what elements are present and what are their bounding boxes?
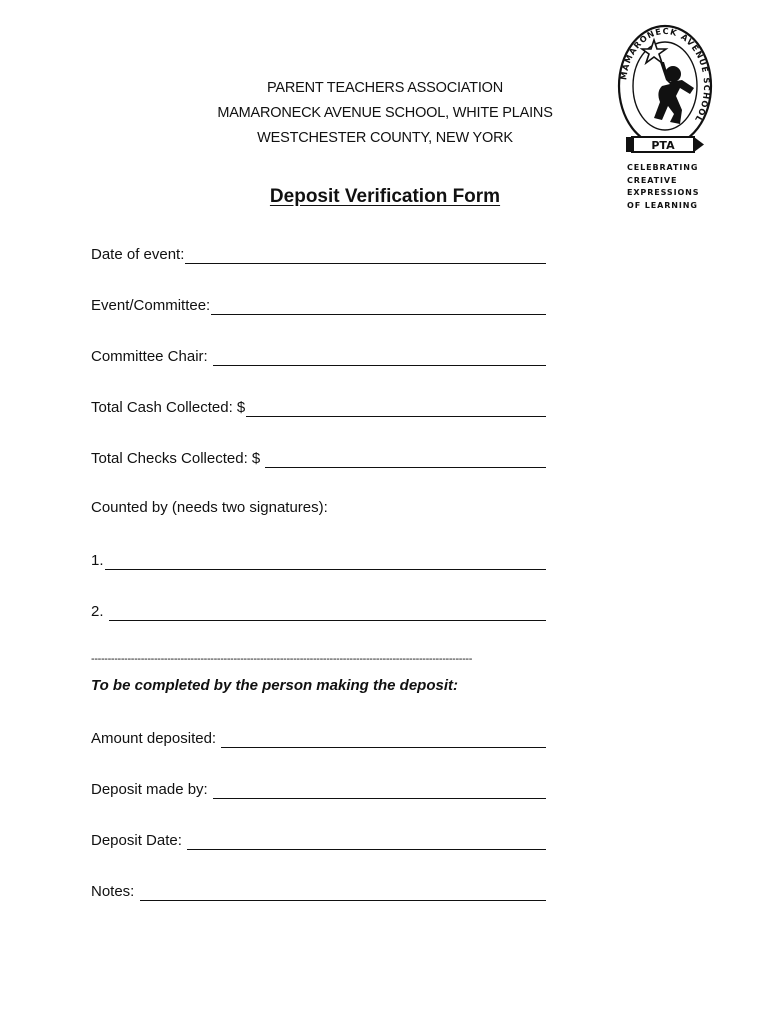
date-of-event-field [91,242,546,264]
event-committee-input[interactable] [211,298,546,315]
committee-chair-input[interactable] [213,349,546,366]
signature-1-label: 1. [91,552,104,569]
signature-2-input[interactable] [109,604,546,621]
form-title [170,186,600,208]
notes-input[interactable] [140,884,546,901]
star-icon [642,40,666,63]
notes-field [91,879,546,901]
logo-pencil-label: PTA [651,139,675,152]
header-line-1: PARENT TEACHERS ASSOCIATION [266,80,504,96]
deposit-date-input[interactable] [187,833,546,850]
committee-chair-label: Committee Chair: [91,348,212,365]
event-committee-label: Event/Committee: [91,297,211,314]
date-of-event-input[interactable] [185,247,546,264]
deposit-date-field [91,828,546,850]
deposit-section-heading: To be completed by the person making the deposit: [91,677,458,694]
logo-tagline-line-1: CELEBRATING [627,163,699,172]
amount-deposited-input[interactable] [221,731,546,748]
total-checks-input[interactable] [265,451,546,468]
logo-tagline [627,162,699,212]
event-committee-field [91,293,546,315]
logo-ring-text: MAMARONECK AVENUE SCHOOL [618,25,713,125]
counted-by-label: Counted by (needs two signatures): [91,499,328,516]
total-cash-label: Total Cash Collected: $ [91,399,246,416]
date-of-event-label: Date of event: [91,246,185,263]
logo-tagline-line-4: OF LEARNING [627,200,698,210]
deposit-made-by-field [91,777,546,799]
header-block [170,76,600,151]
logo-tagline-line-2: CREATIVE [627,175,678,185]
signature-2-label: 2. [91,603,108,620]
signature-1-input[interactable] [105,553,546,570]
total-checks-label: Total Checks Collected: $ [91,450,265,467]
committee-chair-field [91,344,546,366]
amount-deposited-label: Amount deposited: [91,730,221,747]
logo-tagline-line-3: EXPRESSIONS [627,188,700,197]
form-title-text: Deposit Verification Form [269,186,501,207]
notes-label: Notes: [91,883,139,900]
total-checks-field [91,446,546,468]
header-line-2: MAMARONECK AVENUE SCHOOL, WHITE PLAINS [217,105,553,121]
deposit-made-by-input[interactable] [213,782,546,799]
signature-1-field [91,548,546,570]
total-cash-field [91,395,546,417]
deposit-made-by-label: Deposit made by: [91,781,212,798]
deposit-date-label: Deposit Date: [91,832,187,849]
amount-deposited-field [91,726,546,748]
header-line-3: WESTCHESTER COUNTY, NEW YORK [257,130,513,146]
total-cash-input[interactable] [246,400,546,417]
signature-2-field [91,599,546,621]
section-divider: ------------------------------------------------------------------------------------------------------------------- [91,653,473,665]
